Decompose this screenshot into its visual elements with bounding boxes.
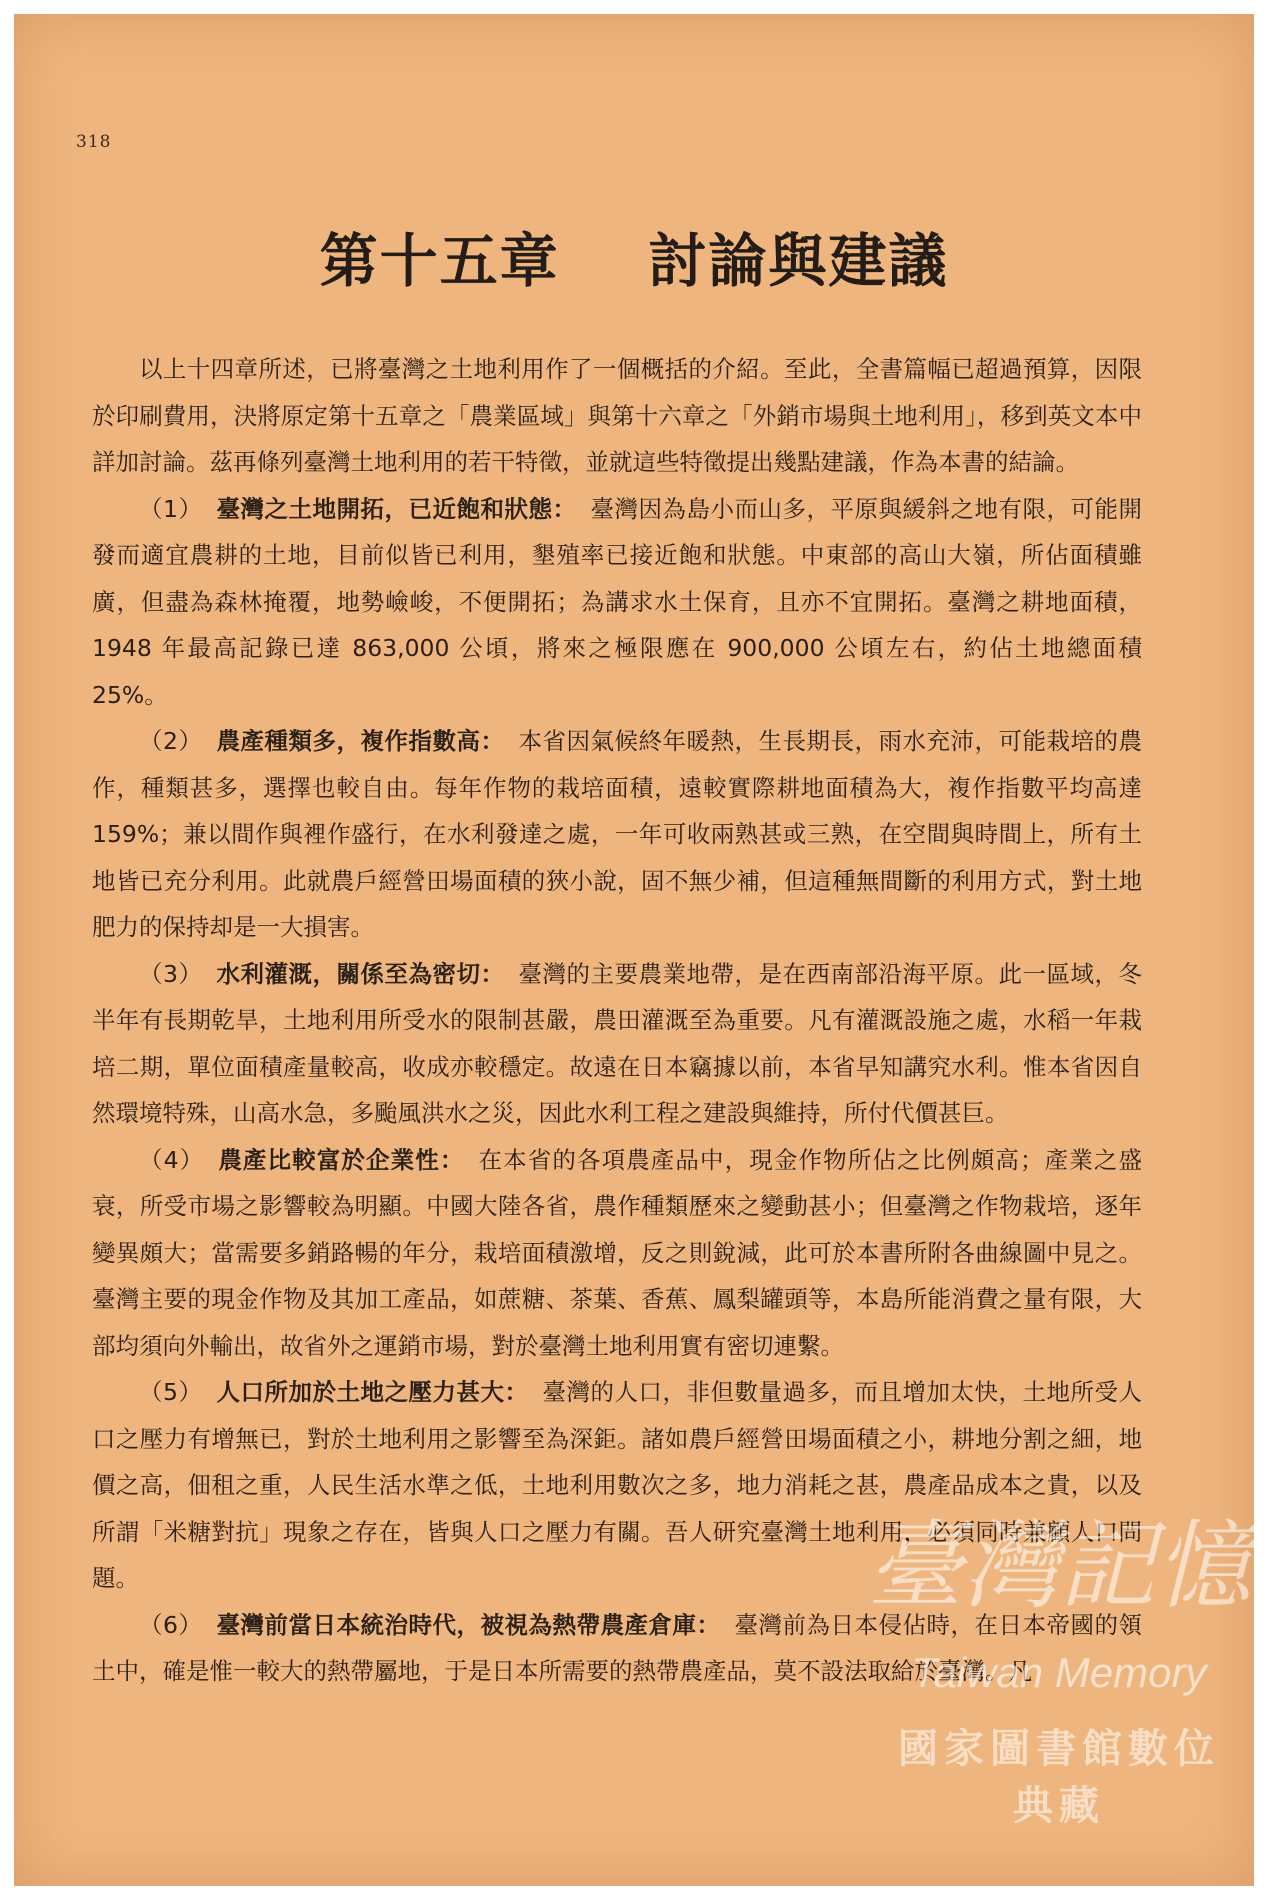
intro-paragraph: 以上十四章所述，已將臺灣之土地利用作了一個概括的介紹。至此，全書篇幅已超過預算，因限於印刷費用，決將原定第十五章之「農業區域」與第十六章之「外銷市場與土地利用」，移到英文本中詳加討論。茲再條列臺灣土地利用的若干特徵，並就這些特徵提出幾點建議，作為本書的結論。 xyxy=(92,355,1142,476)
point-text: 臺灣的人口，非但數量過多，而且增加太快，土地所受人口之壓力有增無已，對於土地利用之影響至為深鉅。諸如農戶經營田場面積之小，耕地分割之細，地價之高，佃租之重，人民生活水準之低，土地利用數次之多，地力消耗之甚，農產品成本之貴，以及所謂「米糖對抗」現象之存在，皆與人口之壓力有關。吾人研究臺灣土地利用，必須同時兼顧人口問題。 xyxy=(92,1378,1143,1592)
document-page xyxy=(14,14,1254,1886)
point-paragraph xyxy=(92,1137,1142,1370)
point-number: （2） xyxy=(139,727,203,755)
point-heading: 農產比較富於企業性： xyxy=(218,1145,465,1174)
point-heading: 臺灣前當日本統治時代，被視為熱帶農產倉庫： xyxy=(216,1610,721,1639)
body-text xyxy=(92,346,1142,1695)
watermark-english: Taiwan Memory xyxy=(911,1649,1207,1696)
point-number: （1） xyxy=(139,494,203,523)
point-heading: 農產種類多，複作指數高： xyxy=(216,727,505,755)
page-number: 318 xyxy=(76,132,112,152)
point-text: 臺灣因為島小而山多，平原與緩斜之地有限，可能開發而適宜農耕的土地，目前似皆已利用，墾殖率已接近飽和狀態。中東部的高山大嶺，所佔面積雖廣，但盡為森林掩覆，地勢嶮峻，不便開拓；為講求水土保育，且亦不宜開拓。臺灣之耕地面積，1948 年最高記錄已達 863,000 公頃，將來之極限應在 900,000 公頃左右，約佔土地總面積 25%。 xyxy=(92,494,1143,709)
point-paragraph xyxy=(92,951,1142,1137)
point-text: 本省因氣候終年暖熱，生長期長，雨水充沛，可能栽培的農作，種類甚多，選擇也較自由。每年作物的栽培面積，遠較實際耕地面積為大，複作指數平均高達 159%；兼以間作與裡作盛行，在水利發達之處，一年可收兩熟甚或三熟，在空間與時間上，所有土地皆已充分利用。此就農戶經營田場面積的狹小說，固不無少補，但這種無間斷的利用方式，對土地肥力的保持却是一大損害。 xyxy=(92,727,1143,941)
watermark-chinese: 國家圖書館數位典藏 xyxy=(898,1726,1220,1829)
point-heading: 臺灣之土地開拓，已近飽和狀態： xyxy=(216,494,577,523)
point-paragraph xyxy=(92,1369,1142,1602)
point-text: 在本省的各項農產品中，現金作物所佔之比例頗高；產業之盛衰，所受市場之影響較為明顯。中國大陸各省，農作種類歷來之變動甚小；但臺灣之作物栽培，逐年變異頗大；當需要多銷路暢的年分，栽培面積激增，反之則銳減，此可於本書所附各曲線圖中見之。臺灣主要的現金作物及其加工產品，如蔗糖、茶葉、香蕉、鳳梨罐頭等，本島所能消費之量有限，大部均須向外輸出，故省外之運銷市場，對於臺灣土地利用實有密切連繫。 xyxy=(92,1145,1143,1360)
point-number: （6） xyxy=(139,1610,203,1639)
point-number: （4） xyxy=(139,1145,205,1174)
chapter-title: 第十五章 討論與建議 xyxy=(319,227,949,295)
point-number: （5） xyxy=(139,1378,203,1406)
point-number: （3） xyxy=(139,959,203,988)
point-heading: 水利灌溉，關係至為密切： xyxy=(216,959,505,988)
point-paragraph xyxy=(92,718,1142,951)
point-paragraph xyxy=(92,1602,1142,1695)
point-paragraph xyxy=(92,486,1142,719)
point-text: 臺灣的主要農業地帶，是在西南部沿海平原。此一區域，冬半年有長期乾旱，土地利用所受水的限制甚嚴，農田灌溉至為重要。凡有灌溉設施之處，水稻一年栽培二期，單位面積產量較高，收成亦較穩定。故遠在日本竊據以前，本省早知講究水利。惟本省因自然環境特殊，山高水急，多颱風洪水之災，因此水利工程之建設與維持，所付代價甚巨。 xyxy=(92,959,1143,1127)
point-text: 臺灣前為日本侵佔時，在日本帝國的領土中，確是惟一較大的熱帶屬地，于是日本所需要的熱帶農產品，莫不設法取給於臺灣。凡 xyxy=(92,1610,1143,1685)
point-heading: 人口所加於土地之壓力甚大： xyxy=(216,1378,529,1406)
watermark-logo-text: 臺灣記憶 xyxy=(867,1510,1251,1622)
